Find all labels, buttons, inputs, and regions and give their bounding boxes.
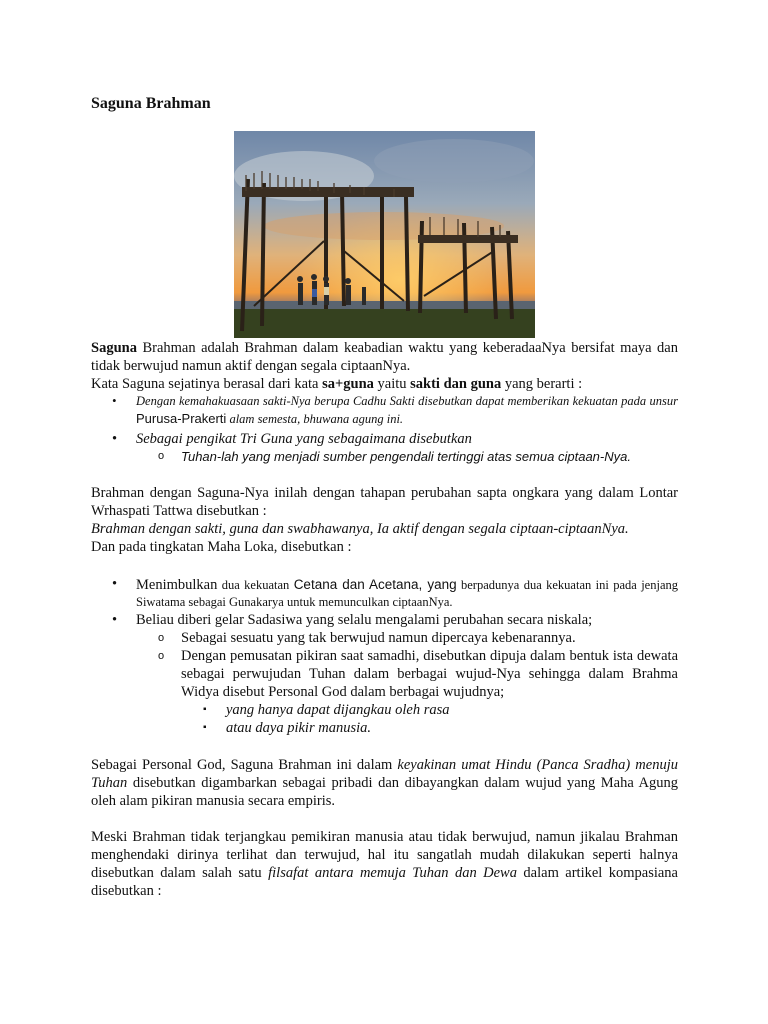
personal-god-text-a: Sebagai Personal God, Saguna Brahman ini dalam [91,757,398,773]
list-item-text: Sebagai pengikat Tri Guna yang sebagaimana disebutkan [136,431,472,447]
maha-loka-list [91,576,678,737]
list-subsubitem [91,719,678,737]
meski-text-b: dalam artikel kompasiana disebutkan : [91,865,678,899]
list-item-text-d: berpadunya dua kekuatan ini pada jenjang Siwatama sebagai Gunakarya untuk memunculkan ciptaanNya. [136,578,678,609]
term-sakti-dan-guna: sakti dan guna [410,376,502,392]
page-title: Saguna Brahman [91,95,211,112]
personal-god-text-b: disebutkan digambarkan sebagai pribadi dan dibayangkan dalam wujud yang Maha Agung oleh alam pikiran manusia secara empiris. [91,775,678,809]
meski-italic: filsafat antara memuja Tuhan dan Dewa [268,865,517,881]
list-item-text: Dengan kemahakuasaan sakti-Nya berupa Cadhu Sakti disebutkan dapat memberikan kekuatan pada unsur [136,394,678,408]
meski-text-a: Meski Brahman tidak terjangkau pemikiran manusia atau tidak berwujud, namun jikalau Brahman menghendaki dirinya terlihat dan terwujud, hal itu sangatlah mudah dilakukan seperti halnya disebutkan dalam salah satu [91,829,678,881]
etymology-text-a: Kata Saguna sejatinya berasal dari kata [91,376,323,392]
circle-marker: o [158,450,165,462]
meaning-list [91,393,678,465]
paragraph-intro [91,339,678,375]
list-subsubitem-text: atau daya pikir manusia. [226,720,371,736]
article-body [91,339,678,900]
term-sa-guna: sa+guna [322,376,374,392]
term-purusa-prakerti: Purusa-Prakerti [136,411,227,426]
square-marker: ▪ [203,704,207,715]
paragraph-etymology [91,375,678,393]
sunset-bamboo-structure-photo [234,131,535,338]
list-item-text-a: Menimbulkan [136,577,218,593]
list-subitem-text: Dengan pemusatan pikiran saat samadhi, disebutkan dipuja dalam bentuk ista dewata sebagai perwujudan Tuhan dalam berbagai wujud-Nya sehingga dalam Brahma Widya disebut Personal God dalam berbagai wujudnya; [181,648,678,700]
paragraph-meski [91,828,678,900]
list-subitem [91,647,678,701]
circle-marker: o [158,632,165,644]
paragraph-wrhaspati: Brahman dengan Saguna-Nya inilah dengan tahapan perubahan sapta ongkara yang dalam Lontar Wrhaspati Tattwa disebutkan : [91,485,678,519]
list-item-text-b: dua kekuatan [217,578,294,592]
paragraph-intro-text: Brahman adalah Brahman dalam keabadian waktu yang keberadaaNya bersifat maya dan tidak berwujud namun aktif dengan segala ciptaanNya. [91,340,678,374]
list-item [91,611,678,629]
list-subsubitem-text: yang hanya dapat dijangkau oleh rasa [226,702,450,718]
list-item [91,576,678,611]
personal-god-italic: keyakinan umat Hindu (Panca Sradha) menuju Tuhan [91,757,678,791]
bullet-marker: • [112,431,118,447]
circle-marker: o [158,650,165,662]
paragraph-personal-god [91,756,678,810]
square-marker: ▪ [203,722,207,733]
list-item-text: Beliau diberi gelar Sadasiwa yang selalu mengalami perubahan secara niskala; [136,612,593,628]
list-subitem [91,448,678,465]
list-subitem-text: Tuhan-lah yang menjadi sumber pengendali tertinggi atas semua ciptaan-Nya. [181,449,631,464]
term-cetana-acetana: Cetana dan Acetana, yang [293,577,457,592]
list-subsubitem [91,701,678,719]
list-subitem-text: Sebagai sesuatu yang tak berwujud namun dipercaya kebenarannya. [181,630,576,646]
list-item [91,430,678,448]
bullet-marker: • [112,576,118,592]
list-item [91,393,678,428]
list-subitem [91,629,678,647]
quote-wrhaspati: Brahman dengan sakti, guna dan swabhawanya, Ia aktif dengan segala ciptaan-ciptaanNya. [91,521,629,537]
list-item-text-end: alam semesta, bhuwana agung ini. [226,412,404,426]
etymology-text-c: yaitu [373,376,411,392]
paragraph-maha-loka: Dan pada tingkatan Maha Loka, disebutkan : [91,539,352,555]
bullet-marker: • [112,612,118,628]
bullet-marker: • [112,394,117,408]
etymology-text-d: yang berarti : [501,376,583,392]
term-saguna: Saguna [91,340,137,356]
